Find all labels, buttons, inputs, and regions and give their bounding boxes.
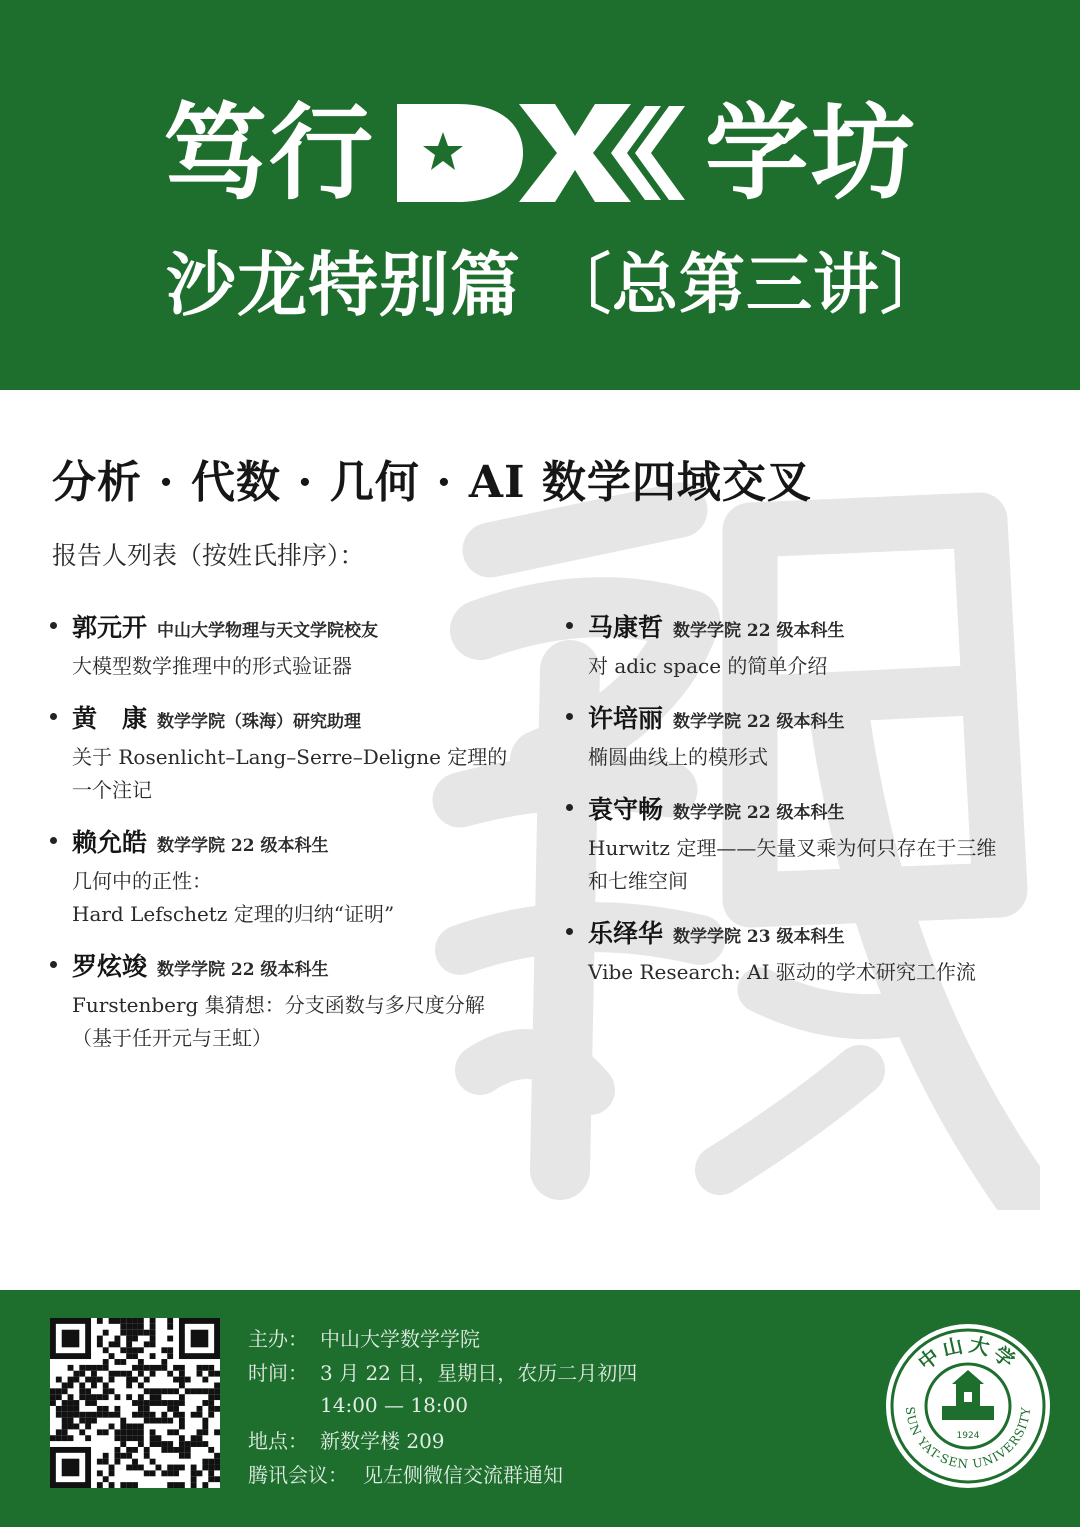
speaker-name: 赖允皓: [72, 828, 148, 857]
speaker-name: 袁守畅: [588, 795, 664, 824]
speaker-affiliation: 数学学院 22 级本科生: [673, 803, 845, 823]
dxu-logo-icon: [395, 98, 685, 208]
talk-title: 大模型数学推理中的形式验证器: [72, 654, 352, 678]
footer-banner: [0, 1290, 1080, 1527]
speaker-name: 黄 康: [72, 704, 148, 733]
lecture-number: 〔总第三讲〕: [545, 246, 947, 323]
title-row: [0, 88, 1080, 218]
place-label: 地点：: [248, 1428, 308, 1453]
bullet-icon: [566, 928, 573, 935]
bullet-icon: [566, 713, 573, 720]
meeting-value: 见左侧微信交流群通知: [363, 1462, 563, 1487]
speaker-list-heading: 报告人列表（按姓氏排序）：: [52, 541, 365, 570]
speaker-item: [50, 823, 520, 931]
speaker-affiliation: 数学学院 22 级本科生: [673, 621, 845, 641]
talk-title: 椭圆曲线上的模形式: [588, 745, 768, 769]
speaker-name: 马康哲: [588, 613, 664, 642]
talk-title: 对 adic space 的简单介绍: [588, 654, 828, 678]
bullet-icon: [566, 804, 573, 811]
speaker-item: [566, 699, 1046, 774]
talk-title: Hurwitz 定理——矢量叉乘为何只存在于三维 和七维空间: [588, 836, 997, 893]
speaker-affiliation: 数学学院 22 级本科生: [157, 960, 329, 980]
speaker-affiliation: 数学学院 23 级本科生: [673, 927, 845, 947]
speaker-name: 乐绎华: [588, 919, 664, 948]
title-left: 笃行: [162, 92, 375, 214]
speaker-item: [566, 608, 1046, 683]
time-label: 时间：: [248, 1360, 308, 1385]
header-banner: [0, 0, 1080, 390]
talk-title: 几何中的正性： Hard Lefschetz 定理的归纳“证明”: [72, 869, 395, 926]
bullet-icon: [50, 713, 57, 720]
speaker-affiliation: 中山大学物理与天文学院校友: [157, 621, 379, 641]
speaker-item: [50, 608, 520, 683]
bullet-icon: [50, 961, 57, 968]
seal-cn-text: 中山大学: [913, 1332, 1023, 1375]
subtitle: 沙龙特别篇: [166, 244, 521, 326]
time-value: 14:00 — 18:00: [320, 1393, 468, 1417]
speaker-item: [50, 699, 520, 807]
subtitle-row: [166, 240, 947, 330]
organizer-value: 中山大学数学学院: [320, 1326, 480, 1351]
bullet-icon: [50, 622, 57, 629]
speaker-name: 郭元开: [72, 613, 148, 642]
speaker-item: [566, 914, 1046, 989]
qr-code-icon[interactable]: [50, 1318, 220, 1488]
seal-year: 1924: [956, 1431, 980, 1441]
speaker-affiliation: 数学学院 22 级本科生: [157, 836, 329, 856]
title-right: 学坊: [705, 92, 918, 214]
university-seal-icon: [884, 1322, 1052, 1490]
date-value: 3 月 22 日，星期日，农历二月初四: [320, 1360, 638, 1385]
theme-heading: 分析 · 代数 · 几何 · AI 数学四域交叉: [52, 457, 812, 508]
speakers-left-column: [50, 608, 520, 1071]
place-value: 新数学楼 209: [320, 1428, 445, 1453]
event-info: [248, 1320, 637, 1490]
talk-title: 关于 Rosenlicht–Lang–Serre–Deligne 定理的 一个注记: [72, 745, 508, 802]
seal-en-text: SUN YAT-SEN UNIVERSITY: [902, 1405, 1034, 1472]
speaker-affiliation: 数学学院（珠海）研究助理: [157, 712, 362, 732]
speaker-item: [50, 947, 520, 1055]
meeting-label: 腾讯会议：: [248, 1462, 348, 1487]
talk-title: Furstenberg 集猜想：分支函数与多尺度分解 （基于任开元与王虹）: [72, 993, 485, 1050]
speakers-right-column: [566, 608, 1046, 1005]
organizer-label: 主办：: [248, 1326, 308, 1351]
bullet-icon: [566, 622, 573, 629]
bullet-icon: [50, 837, 57, 844]
speaker-affiliation: 数学学院 22 级本科生: [673, 712, 845, 732]
speaker-name: 罗炫竣: [72, 952, 148, 981]
talk-title: Vibe Research: AI 驱动的学术研究工作流: [588, 960, 976, 984]
speaker-item: [566, 790, 1046, 898]
speaker-name: 许培丽: [588, 704, 664, 733]
